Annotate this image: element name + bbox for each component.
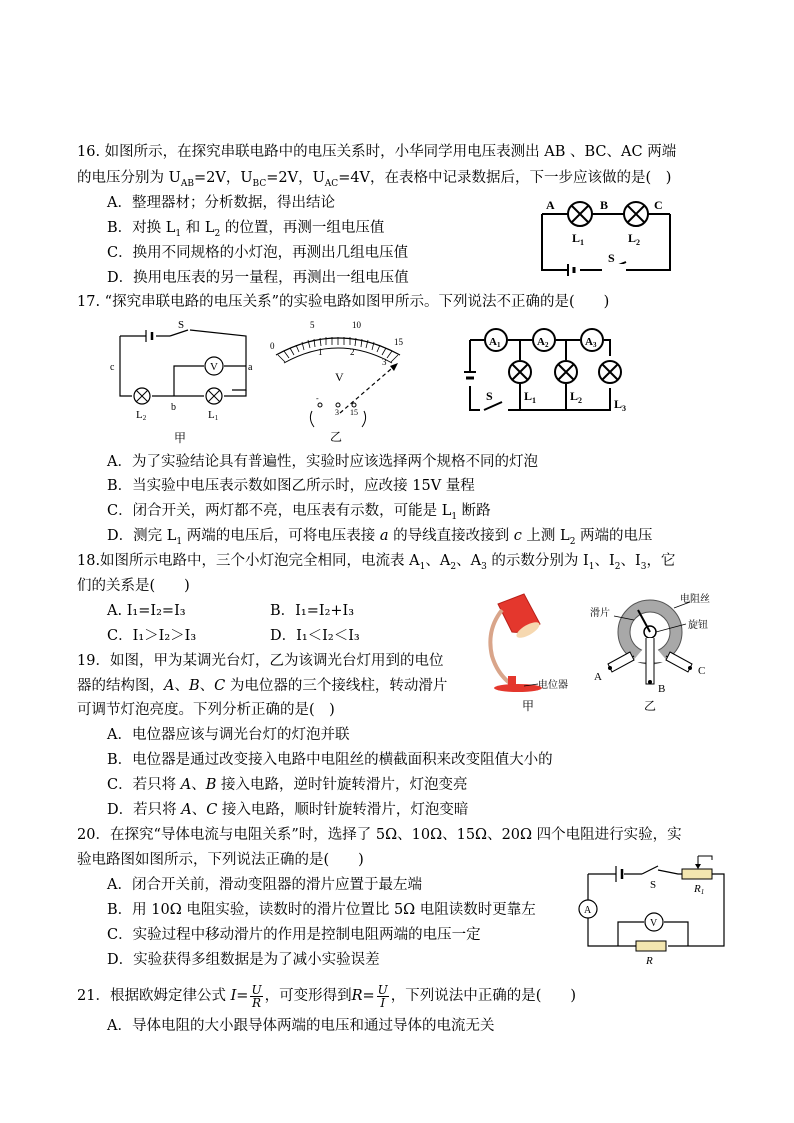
q16-sub-ac: AC [324, 178, 339, 189]
q20-option-b[interactable]: B．用 10Ω 电阻实验，读数时的滑片位置比 5Ω 电阻读数时更靠左 [107, 902, 536, 918]
q21-formula-eq: = [236, 988, 249, 1004]
q16-sub-bc: BC [252, 178, 267, 189]
q17-jia-c-label: c [110, 362, 115, 373]
q20-circuit-figure [578, 848, 730, 964]
q19-stem-line2: 器的结构图，A、B、C 为电位器的三个接线柱，转动滑片 [77, 678, 448, 694]
q17-dial-label-0: 0 [270, 341, 275, 351]
q19-pot-c-label: C [698, 665, 706, 677]
q21-stem-mid: ，可变形得到 [264, 988, 352, 1004]
q19-d-c: C [206, 802, 218, 818]
q17-d-a: a [379, 528, 389, 544]
q19-pot-caption: 乙 [644, 699, 657, 713]
q19-stem2-pre: 器的结构图， [77, 678, 164, 694]
q16-b-mid: 和 L [181, 220, 215, 236]
q18-circuit-figure [462, 326, 640, 416]
q20-stem-line2: 验电路图如图所示，下列说法正确的是( ) [77, 852, 364, 868]
q19-d-a: A [181, 802, 192, 818]
q21-stem-pre: 21．根据欧姆定律公式 [77, 988, 226, 1004]
q21-frac-num-u: U [251, 982, 262, 997]
q17-option-a[interactable]: A．为了实验结论具有普遍性，实验时应该选择两个规格不同的灯泡 [107, 454, 538, 470]
q21-frac-den-i: I [380, 995, 386, 1010]
q17-dial-label-5: 5 [310, 320, 315, 330]
q20-rheostat [682, 869, 712, 879]
q17-dial-needle [340, 363, 398, 413]
q19-d-mid: 接入电路，顺时针旋转滑片，灯泡变暗 [217, 802, 469, 818]
q21-frac-den-r: R [251, 995, 262, 1010]
q17-voltmeter-dial-yi [268, 315, 408, 447]
q18-end: ，它 [646, 553, 676, 569]
q17-dial-label-3: 3 [382, 357, 387, 367]
q19-pot-b-label: B [658, 683, 666, 695]
q19-d-pre: D．若只将 [107, 802, 182, 818]
q18-a1-label: A1 [489, 336, 501, 349]
q17-circuit-jia [108, 318, 258, 448]
q18-l3-label: $L_3$ [614, 397, 627, 413]
q19-stem-line1: 19．如图，甲为某调光台灯，乙为该调光台灯用到的电位 [77, 653, 444, 669]
q17-c-sub: 1 [451, 511, 458, 522]
q16-label-s: S [608, 251, 615, 265]
q18-mid3: 的示数分别为 I [486, 553, 589, 569]
q17-dial-label-15: 15 [394, 337, 403, 347]
q17-d-post: 两端的电压 [575, 528, 653, 544]
q19-option-a[interactable]: A．电位器应该与调光台灯的灯泡并联 [107, 727, 350, 743]
q17-option-b[interactable]: B．当实验中电压表示数如图乙所示时，应改接 15V 量程 [107, 478, 475, 494]
q17-dial-terminal-minus: - [316, 394, 319, 403]
q19-stem2-a: A [164, 678, 175, 694]
q19-option-b[interactable]: B．电位器是通过改变接入电路中电阻丝的横截面积来改变阻值大小的 [107, 752, 553, 768]
q19-option-c[interactable]: C．若只将 A、B 接入电路，逆时针旋转滑片，灯泡变亮 [107, 777, 468, 793]
q18-l2-label: $L_2$ [570, 389, 583, 405]
q20-s-label: S [650, 879, 657, 891]
q16-label-c: C [654, 198, 663, 212]
q17-dial-label-10: 10 [352, 320, 361, 330]
q19-c-b: B [205, 777, 217, 793]
q19-c-pre: C．若只将 [107, 777, 181, 793]
q18-stem-line1 [77, 551, 675, 577]
q16-label-a: A [546, 198, 555, 212]
q17-d-c: c [513, 528, 522, 544]
q16-option-c[interactable]: C．换用不同规格的小灯泡，再测出几组电压值 [107, 245, 409, 261]
q17-stem: 17. “探究串联电路的电压关系”的实验电路如图甲所示。下列说法不正确的是( ) [77, 294, 610, 310]
q17-jia-l2-label: L2 [136, 409, 147, 422]
q18-stem-pre: 18.如图所示电路中，三个小灯泡完全相同，电流表 A [77, 553, 420, 569]
q18-mid2: 、A [456, 553, 482, 569]
q19-pot-knob-label: 旋钮 [688, 620, 708, 631]
q18-option-d[interactable]: D．I₁＜I₂＜I₃ [270, 628, 360, 644]
q16-eq-ac: =4V，在表格中记录数据后，下一步应该做的是( ) [338, 170, 672, 186]
q16-option-d[interactable]: D．换用电压表的另一量程，再测出一组电压值 [107, 270, 409, 286]
q16-b-pre: B．对换 L [107, 220, 176, 236]
q21-fraction-u-over-i [377, 984, 389, 1009]
q21-formula-r: R [351, 988, 363, 1004]
q16-label-l1: $L_1$ [572, 231, 585, 247]
q19-c-a: A [180, 777, 192, 793]
q16-label-b: B [600, 198, 609, 212]
q19-stem-line3: 可调节灯泡亮度。下列分析正确的是( ) [77, 702, 335, 718]
q17-jia-b-label: b [171, 402, 176, 413]
q21-stem-post: ，下列说法中正确的是( ) [390, 988, 577, 1004]
q16-b-post: 的位置，再测一组电压值 [220, 220, 385, 236]
q19-lamp-base [494, 684, 542, 692]
q16-label-l2: $L_2$ [628, 231, 641, 247]
q20-r-label: R [646, 955, 653, 964]
q19-c-mid: 接入电路，逆时针旋转滑片，灯泡变亮 [216, 777, 468, 793]
q16-sub-ab: AB [180, 178, 194, 189]
q17-c-pre: C．闭合开关，两灯都不亮，电压表有示数，可能是 L [107, 503, 452, 519]
q17-jia-l1-label: L1 [208, 409, 219, 422]
q20-switch [642, 866, 658, 874]
q19-option-d[interactable]: D．若只将 A、C 接入电路，顺时针旋转滑片，灯泡变暗 [107, 802, 469, 818]
q16-eq-bc: =2V，U [266, 170, 325, 186]
q17-dial-label-2: 2 [350, 347, 355, 357]
q16-circuit-figure [536, 194, 676, 276]
q18-mid5: 、I [620, 553, 641, 569]
q16-option-a[interactable]: A．整理器材；分析数据，得出结论 [107, 195, 335, 211]
q21-frac-num-u2: U [377, 982, 388, 997]
q17-yi-caption: 乙 [330, 430, 343, 444]
q18-sub5: 2 [614, 561, 621, 572]
q19-pot-a-label: A [594, 671, 602, 683]
q17-dial-v-label: V [335, 370, 344, 384]
q18-l1-label: $L_1$ [524, 389, 537, 405]
q17-d-mid1: 两端的电压后，可将电压表接 [182, 528, 380, 544]
q19-stem2-c: C [214, 678, 226, 694]
q19-pot-slider-label: 滑片 [590, 608, 610, 619]
q16-b-sub2: 2 [214, 228, 221, 239]
q21-formula-eq2: = [362, 988, 375, 1004]
q18-sub1: 1 [419, 561, 426, 572]
q17-d-sub2: 2 [569, 536, 576, 547]
q19-lamp-pot-label: 电位器 [538, 680, 568, 691]
q18-mid4: 、I [594, 553, 615, 569]
q17-dial-terminal-3: 3 [335, 408, 339, 417]
q21-formula-i: I [230, 988, 237, 1004]
q18-sub6: 3 [640, 561, 647, 572]
q17-d-mid2: 的导线直接改接到 [388, 528, 514, 544]
q16-stem-line2 [77, 168, 671, 194]
q17-jia-caption: 甲 [174, 431, 187, 445]
q20-r1-label: R1 [694, 883, 705, 896]
q18-a2-label: A2 [537, 336, 549, 349]
q21-stem [77, 981, 576, 1011]
q18-stem-line2: 们的关系是( ) [77, 578, 190, 594]
q19-pot-wire-label: 电阻丝 [680, 594, 710, 605]
q17-jia-a-label: a [248, 362, 253, 373]
q17-dial-ticks [278, 337, 398, 362]
q17-dial-terminal-15: 15 [350, 408, 358, 417]
q21-fraction-u-over-r [250, 984, 262, 1009]
q17-jia-s-label: S [178, 319, 185, 331]
q20-a-label: A [584, 905, 592, 916]
q18-mid1: 、A [425, 553, 451, 569]
q17-d-mid3: 上测 L [521, 528, 570, 544]
q18-option-a[interactable]: A. I₁=I₂=I₃ [107, 603, 186, 619]
q20-resistor [636, 941, 666, 951]
q19-stem2-post: 为电位器的三个接线柱，转动滑片 [225, 678, 448, 694]
q20-stem-line1: 20．在探究“导体电流与电阻关系”时，选择了 5Ω、10Ω、15Ω、20Ω 四个电阻进行实验，实 [77, 827, 682, 843]
q18-a3-label: A3 [585, 336, 597, 349]
q16-stem-text: 的电压分别为 U [77, 170, 181, 186]
q20-option-d[interactable]: D．实验获得多组数据是为了减小实验误差 [107, 952, 380, 968]
q17-jia-v-label: V [210, 361, 218, 373]
q16-eq-ab: =2V，U [193, 170, 253, 186]
q19-desk-lamp-jia [478, 590, 586, 714]
q18-switch [484, 402, 502, 410]
q19-potentiometer-yi [590, 592, 720, 714]
q18-option-b[interactable]: B．I₁=I₂+I₃ [270, 603, 355, 619]
q17-c-post: 断路 [457, 503, 491, 519]
q17-option-d[interactable] [107, 526, 653, 552]
q17-option-c[interactable] [107, 501, 491, 527]
q21-option-a[interactable]: A．导体电阻的大小跟导体两端的电压和通过导体的电流无关 [107, 1018, 495, 1034]
q16-b-sub1: 1 [175, 228, 182, 239]
q18-option-c[interactable]: C．I₁＞I₂＞I₃ [107, 628, 197, 644]
q17-d-sub1: 1 [176, 536, 183, 547]
q19-lamp-caption: 甲 [522, 699, 535, 713]
q18-sub4: 1 [588, 561, 595, 572]
q17-dial-label-1: 1 [318, 347, 323, 357]
q18-sub2: 2 [450, 561, 457, 572]
q20-option-c[interactable]: C．实验过程中移动滑片的作用是控制电阻两端的电压一定 [107, 927, 481, 943]
q19-stem2-b: B [188, 678, 200, 694]
q18-sub3: 3 [481, 561, 487, 572]
q20-v-label: V [650, 918, 658, 929]
q18-s-label: S [486, 389, 493, 403]
q20-option-a[interactable]: A．闭合开关前，滑动变阻器的滑片应置于最左端 [107, 877, 422, 893]
q16-option-b[interactable] [107, 218, 384, 244]
q17-d-pre: D．测完 L [107, 528, 177, 544]
q16-stem-line1: 16. 如图所示，在探究串联电路中的电压关系时，小华同学用电压表测出 AB 、BC、AC 两端 [77, 144, 677, 160]
